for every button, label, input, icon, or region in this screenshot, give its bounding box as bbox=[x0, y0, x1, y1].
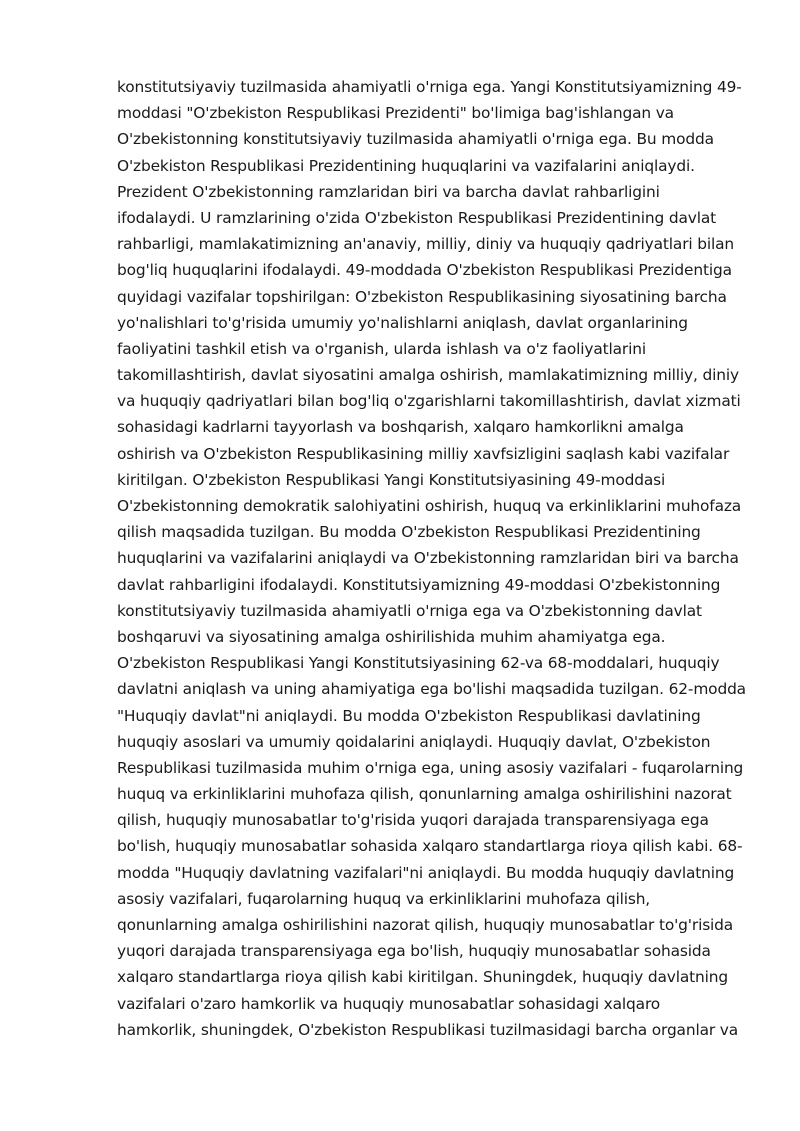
text-line: faoliyatini tashkil etish va o'rganish, ularda ishlash va o'z faoliyatlarini bbox=[117, 339, 646, 358]
text-line: modda "Huquqiy davlatning vazifalari"ni aniqlaydi. Bu modda huquqiy davlatning bbox=[117, 863, 735, 882]
text-line: huquq va erkinliklarini muhofaza qilish, qonunlarning amalga oshirilishini nazorat bbox=[117, 785, 732, 804]
text-line: davlatni aniqlash va uning ahamiyatiga ega bo'lishi maqsadida tuzilgan. 62-modda bbox=[117, 680, 746, 699]
text-line: rahbarligi, mamlakatimizning an'anaviy, milliy, diniy va huquqiy qadriyatlari bilan bbox=[117, 235, 735, 254]
text-line: xalqaro standartlarga rioya qilish kabi kiritilgan. Shuningdek, huquqiy davlatning bbox=[117, 968, 728, 987]
text-line: takomillashtirish, davlat siyosatini amalga oshirish, mamlakatimizning milliy, diniy bbox=[117, 366, 739, 385]
text-line: O'zbekistonning konstitutsiyaviy tuzilmasida ahamiyatli o'rniga ega. Bu modda bbox=[117, 130, 714, 149]
text-line: bo'lish, huquqiy munosabatlar sohasida xalqaro standartlarga rioya qilish kabi. 68- bbox=[117, 837, 743, 856]
text-line: huquqiy asoslari va umumiy qoidalarini aniqlaydi. Huquqiy davlat, O'zbekiston bbox=[117, 732, 711, 751]
text-line: qilish maqsadida tuzilgan. Bu modda O'zbekiston Respublikasi Prezidentining bbox=[117, 523, 701, 542]
text-line: hamkorlik, shuningdek, O'zbekiston Respublikasi tuzilmasidagi barcha organlar va bbox=[117, 1020, 739, 1039]
text-line: quyidagi vazifalar topshirilgan: O'zbekiston Respublikasining siyosatining barcha bbox=[117, 287, 727, 306]
text-line: asosiy vazifalari, fuqarolarning huquq va erkinliklarini muhofaza qilish, bbox=[117, 889, 651, 908]
text-line: sohasidagi kadrlarni tayyorlash va boshqarish, xalqaro hamkorlikni amalga bbox=[117, 418, 684, 437]
text-line: O'zbekiston Respublikasi Prezidentining huquqlarini va vazifalarini aniqlaydi. bbox=[117, 156, 695, 175]
text-line: "Huquqiy davlat"ni aniqlaydi. Bu modda O'zbekiston Respublikasi davlatining bbox=[117, 706, 701, 725]
text-line: oshirish va O'zbekiston Respublikasining milliy xavfsizligini saqlash kabi vazifalar bbox=[117, 444, 730, 463]
text-line: boshqaruvi va siyosatining amalga oshirilishida muhim ahamiyatga ega. bbox=[117, 627, 666, 646]
text-line: kiritilgan. O'zbekiston Respublikasi Yangi Konstitutsiyasining 49-moddasi bbox=[117, 470, 666, 489]
text-line: konstitutsiyaviy tuzilmasida ahamiyatli o'rniga ega. Yangi Konstitutsiyamizning 49- bbox=[117, 78, 742, 96]
text-line: bog'liq huquqlarini ifodalaydi. 49-moddada O'zbekiston Respublikasi Prezidentiga bbox=[117, 261, 732, 280]
text-line: qilish, huquqiy munosabatlar to'g'risida yuqori darajada transparensiyaga ega bbox=[117, 811, 709, 830]
text-line: moddasi "O'zbekiston Respublikasi Prezidenti" bo'limiga bag'ishlangan va bbox=[117, 104, 674, 123]
text-line: ifodalaydi. U ramzlarining o'zida O'zbekiston Respublikasi Prezidentining davlat bbox=[117, 208, 716, 227]
text-line: davlat rahbarligini ifodalaydi. Konstitutsiyamizning 49-moddasi O'zbekistonning bbox=[117, 575, 721, 594]
text-line: huquqlarini va vazifalarini aniqlaydi va O'zbekistonning ramzlaridan biri va barcha bbox=[117, 549, 739, 568]
text-line: vazifalari o'zaro hamkorlik va huquqiy munosabatlar sohasidagi xalqaro bbox=[117, 994, 661, 1013]
text-line: yuqori darajada transparensiyaga ega bo'lish, huquqiy munosabatlar sohasida bbox=[117, 942, 711, 961]
text-line: yo'nalishlari to'g'risida umumiy yo'nalishlarni aniqlash, davlat organlarining bbox=[117, 313, 688, 332]
text-line: konstitutsiyaviy tuzilmasida ahamiyatli o'rniga ega va O'zbekistonning davlat bbox=[117, 601, 702, 620]
body-text bbox=[117, 74, 747, 1043]
text-line: Respublikasi tuzilmasida muhim o'rniga ega, uning asosiy vazifalari - fuqarolarning bbox=[117, 758, 744, 777]
text-line: va huquqiy qadriyatlari bilan bog'liq o'zgarishlarni takomillashtirish, davlat xizmati bbox=[117, 392, 741, 411]
text-line: O'zbekistonning demokratik salohiyatini oshirish, huquq va erkinliklarini muhofaza bbox=[117, 497, 742, 515]
text-line: O'zbekiston Respublikasi Yangi Konstitutsiyasining 62-va 68-moddalari, huquqiy bbox=[117, 654, 720, 673]
text-line: Prezident O'zbekistonning ramzlaridan biri va barcha davlat rahbarligini bbox=[117, 182, 660, 201]
text-line: qonunlarning amalga oshirilishini nazorat qilish, huquqiy munosabatlar to'g'risida bbox=[117, 916, 734, 934]
